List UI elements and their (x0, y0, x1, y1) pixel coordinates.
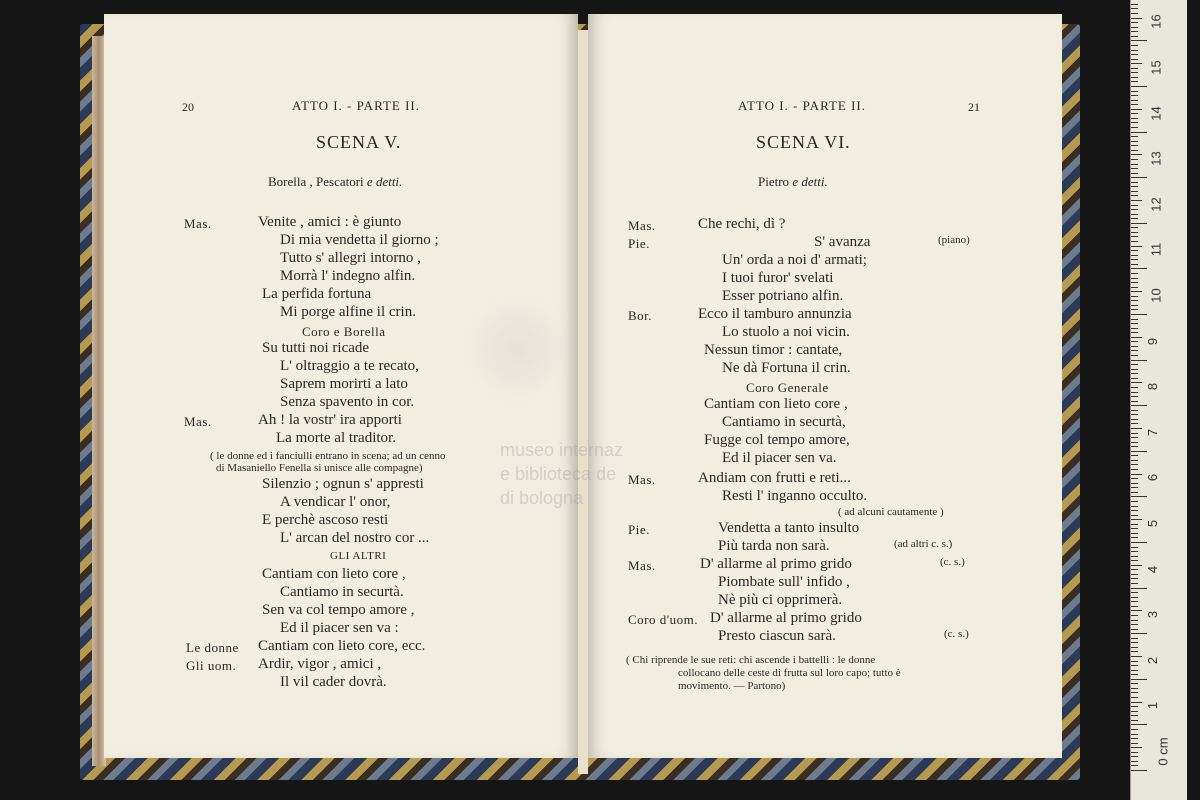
ruler-tick (1131, 483, 1138, 484)
ruler-tick (1131, 296, 1138, 297)
watermark-line: e biblioteca de (500, 464, 617, 484)
right-page (588, 14, 1062, 758)
ruler-tick (1131, 574, 1138, 575)
ruler-tick (1131, 524, 1138, 525)
verse-line: Nessun timor : cantate, (704, 342, 843, 358)
verse-line: I tuoi furor' svelati (722, 270, 834, 286)
verse-line: L' arcan del nostro cor ... (280, 530, 430, 546)
verse-line: Cantiam con lieto core, ecc. (258, 638, 426, 654)
ruler-label: 10 (1148, 288, 1164, 303)
ruler-tick (1131, 688, 1138, 689)
ruler-tick (1131, 54, 1138, 55)
stage-note: (ad altri c. s.) (894, 538, 953, 550)
ruler-tick (1131, 396, 1138, 397)
ruler-tick (1131, 118, 1138, 119)
ruler-label: 15 (1148, 60, 1164, 75)
ruler-tick (1131, 63, 1142, 64)
ruler-tick (1131, 91, 1138, 92)
ruler-tick (1131, 743, 1138, 744)
ruler-label: 2 (1145, 656, 1161, 664)
verse-line: La morte al traditor. (276, 430, 396, 446)
ruler-tick (1131, 104, 1138, 105)
ruler-tick (1131, 620, 1138, 621)
ruler-tick (1131, 122, 1138, 123)
ruler-tick (1131, 191, 1138, 192)
verse-line: Presto ciascun sarà. (718, 628, 836, 644)
verse-line: L' oltraggio a te recato, (280, 358, 419, 374)
ruler-tick (1131, 428, 1142, 429)
ruler-tick (1131, 433, 1138, 434)
ruler-tick (1131, 474, 1142, 475)
ruler-tick (1131, 651, 1138, 652)
ruler-tick (1131, 109, 1142, 110)
verse-line: Su tutti noi ricade (262, 340, 370, 356)
stage-direction: collocano delle ceste di frutta sul loro capo; tutto è (678, 667, 901, 679)
chorus-heading: Coro e Borella (302, 324, 386, 339)
speaker: Pie. (628, 522, 650, 537)
ruler-label: 1 (1145, 702, 1161, 710)
ruler-tick (1131, 738, 1138, 739)
verse-line: Ah ! la vostr' ira apporti (258, 412, 402, 428)
ruler-tick (1131, 341, 1138, 342)
ruler-tick (1131, 537, 1138, 538)
ruler-tick (1131, 601, 1138, 602)
ruler-tick (1131, 656, 1142, 657)
scene-title: SCENA V. (316, 132, 402, 152)
ruler-tick (1131, 18, 1142, 19)
ruler-tick (1131, 332, 1138, 333)
verse-line: S' avanza (814, 234, 871, 250)
ruler-tick (1131, 255, 1138, 256)
running-header: ATTO I. - PARTE II. (738, 98, 866, 113)
ruler-tick (1131, 437, 1138, 438)
stage-direction: ( le donne ed i fanciulli entrano in scena; ad un cenno (210, 450, 446, 462)
ruler-tick (1131, 227, 1138, 228)
ruler-tick (1131, 578, 1138, 579)
character-list (268, 174, 402, 190)
stage-note: ( ad alcuni cautamente ) (838, 506, 944, 518)
ruler-tick (1131, 232, 1138, 233)
ruler-tick (1131, 246, 1142, 247)
verse-line: Di mia vendetta il giorno ; (280, 232, 439, 248)
ruler-tick (1131, 615, 1138, 616)
ruler-tick (1131, 492, 1138, 493)
ruler-tick (1131, 606, 1138, 607)
ruler-tick (1131, 729, 1138, 730)
paper-stain (468, 284, 568, 414)
stage-note: (c. s.) (944, 628, 969, 640)
ruler-tick (1131, 241, 1138, 242)
ruler-label: 3 (1145, 611, 1161, 619)
ruler-tick (1131, 305, 1138, 306)
speaker: Gli uom. (186, 658, 237, 673)
character-list (758, 174, 828, 190)
ruler-label: 8 (1145, 383, 1161, 391)
verse-line: E perchè ascoso resti (262, 512, 389, 528)
verse-line: Ed il piacer sen va. (722, 450, 837, 466)
ruler-tick (1131, 355, 1138, 356)
ruler-tick (1131, 569, 1138, 570)
ruler-label: 9 (1145, 337, 1161, 345)
verse-line: Vendetta a tanto insulto (718, 520, 860, 536)
watermark-line: di bologna (500, 488, 584, 508)
ruler-tick (1131, 674, 1138, 675)
verse-line: Resti l' inganno occulto. (722, 488, 868, 504)
verse-line: A vendicar l' onor, (280, 494, 391, 510)
verse-line: Tutto s' allegri intorno , (280, 250, 421, 266)
ruler-tick (1131, 392, 1138, 393)
ruler-label: 13 (1148, 151, 1164, 166)
ruler-tick (1131, 154, 1142, 155)
ruler-tick (1131, 259, 1138, 260)
ruler-tick (1131, 136, 1138, 137)
ruler-tick (1131, 510, 1138, 511)
ruler-tick (1131, 282, 1138, 283)
ruler-tick (1131, 583, 1138, 584)
ruler-tick (1131, 300, 1138, 301)
verse-line: Venite , amici : è giunto (258, 214, 402, 230)
verse-line: Il vil cader dovrà. (280, 674, 387, 690)
ruler-tick (1131, 95, 1138, 96)
ruler-tick (1131, 752, 1138, 753)
ruler-tick (1131, 661, 1138, 662)
verse-line: Mi porge alfine il crin. (280, 304, 416, 320)
ruler-tick (1131, 665, 1138, 666)
verse-line: Fugge col tempo amore, (704, 432, 850, 448)
watermark-line: museo internaz (500, 440, 624, 460)
ruler-tick (1131, 633, 1147, 634)
ruler-tick (1131, 364, 1138, 365)
stage-direction: ( Chi riprende le sue reti: chi ascende i battelli : le donne (626, 654, 876, 666)
ruler-tick (1131, 592, 1138, 593)
ruler-tick (1131, 291, 1142, 292)
verse-line: Silenzio ; ognun s' appresti (262, 476, 424, 492)
ruler-tick (1131, 360, 1147, 361)
ruler-tick (1131, 264, 1138, 265)
page-number: 20 (182, 100, 194, 114)
ruler-tick (1131, 77, 1138, 78)
verse-line: Piombate sull' infido , (718, 574, 850, 590)
stage-note: (piano) (938, 234, 970, 246)
ruler-tick (1131, 186, 1138, 187)
ruler-tick (1131, 747, 1142, 748)
ruler-tick (1131, 113, 1138, 114)
ruler-tick (1131, 588, 1147, 589)
verse-line: La perfida fortuna (262, 286, 372, 302)
ruler-tick (1131, 724, 1147, 725)
speaker: Coro d'uom. (628, 612, 698, 627)
ruler-tick (1131, 164, 1138, 165)
ruler-tick (1131, 159, 1138, 160)
ruler-tick (1131, 423, 1138, 424)
ruler-tick (1131, 68, 1138, 69)
verse-line: Sen va col tempo amore , (262, 602, 415, 618)
ruler-tick (1131, 451, 1147, 452)
ruler-tick (1131, 27, 1138, 28)
ruler-tick (1131, 446, 1138, 447)
ruler-tick (1131, 697, 1138, 698)
ruler-tick (1131, 519, 1142, 520)
ruler-tick (1131, 273, 1138, 274)
ruler-tick (1131, 287, 1138, 288)
ruler-tick (1131, 501, 1138, 502)
ruler-tick (1131, 405, 1147, 406)
ruler-tick (1131, 177, 1147, 178)
verse-line: Lo stuolo a noi vicin. (722, 324, 850, 340)
ruler-tick (1131, 236, 1138, 237)
ruler-tick (1131, 72, 1138, 73)
ruler-tick (1131, 528, 1138, 529)
ruler-tick (1131, 469, 1138, 470)
watermark (500, 438, 623, 510)
ruler-tick (1131, 86, 1147, 87)
ruler-tick (1131, 455, 1138, 456)
ruler-tick (1131, 706, 1138, 707)
ruler-tick (1131, 419, 1138, 420)
verse-line: Ne dà Fortuna il crin. (722, 360, 851, 376)
scene-title: SCENA VI. (756, 132, 851, 152)
ruler-tick (1131, 314, 1147, 315)
ruler-tick (1131, 711, 1138, 712)
verse-line: Cantiam con lieto core , (704, 396, 848, 412)
speaker: Bor. (628, 308, 653, 323)
ruler-tick (1131, 250, 1138, 251)
ruler-tick (1131, 22, 1138, 23)
ruler-tick (1131, 702, 1142, 703)
ruler-tick (1131, 182, 1138, 183)
ruler-tick (1131, 50, 1138, 51)
ruler-tick (1131, 410, 1138, 411)
verse-line: Morrà l' indegno alfin. (280, 268, 416, 284)
measuring-ruler (1130, 0, 1187, 800)
ruler-label: 11 (1148, 243, 1164, 257)
verse-line: Andiam con frutti e reti... (698, 470, 851, 486)
verse-line: Che rechi, dì ? (698, 216, 786, 232)
ruler-tick (1131, 173, 1138, 174)
ruler-tick (1131, 496, 1147, 497)
ruler-tick (1131, 195, 1138, 196)
speaker: Le donne (186, 640, 239, 655)
ruler-tick (1131, 278, 1138, 279)
ruler-label: 14 (1148, 105, 1164, 121)
verse-line: Nè più ci opprimerà. (718, 592, 843, 608)
ruler-tick (1131, 597, 1138, 598)
ruler-tick (1131, 487, 1138, 488)
ruler-tick (1131, 373, 1138, 374)
verse-line: Un' orda a noi d' armati; (722, 252, 867, 268)
running-header: ATTO I. - PARTE II. (292, 98, 420, 113)
ruler-label: 16 (1148, 14, 1164, 30)
ruler-tick (1131, 218, 1138, 219)
ruler-tick (1131, 547, 1138, 548)
verse-line: D' allarme al primo grido (710, 610, 862, 626)
ruler-tick (1131, 4, 1138, 5)
ruler-tick (1131, 642, 1138, 643)
ruler-tick (1131, 127, 1138, 128)
verse-line: Saprem morirti a lato (280, 376, 408, 392)
verse-line: Cantiamo in securtà. (280, 584, 404, 600)
ruler-tick (1131, 720, 1138, 721)
ruler-tick (1131, 337, 1142, 338)
verse-line: Senza spavento in cor. (280, 394, 415, 410)
ruler-label: 4 (1145, 565, 1161, 573)
ruler-tick (1131, 141, 1138, 142)
stage-direction: di Masaniello Fenella si unisce alle compagne) (216, 462, 423, 474)
ruler-tick (1131, 268, 1147, 269)
verse-line: Più tarda non sarà. (718, 538, 830, 554)
ruler-tick (1131, 670, 1138, 671)
ruler-tick (1131, 647, 1138, 648)
verse-line: Ed il piacer sen va : (280, 620, 399, 636)
chorus-heading: GLI ALTRI (330, 550, 387, 562)
ruler-tick (1131, 638, 1138, 639)
character-names: Pietro (758, 174, 790, 189)
ruler-tick (1131, 36, 1138, 37)
ruler-tick (1131, 150, 1138, 151)
ruler-tick (1131, 346, 1138, 347)
ruler-tick (1131, 565, 1142, 566)
ruler-tick (1131, 205, 1138, 206)
character-names: Borella , Pescatori (268, 174, 364, 189)
ruler-tick (1131, 45, 1138, 46)
ruler-tick (1131, 369, 1138, 370)
ruler-tick (1131, 460, 1138, 461)
verse-line: Ecco il tamburo annunzia (698, 306, 852, 322)
ruler-tick (1131, 464, 1138, 465)
ruler-tick (1131, 542, 1147, 543)
ruler-tick (1131, 214, 1138, 215)
ruler-tick (1131, 100, 1138, 101)
ruler-tick (1131, 319, 1138, 320)
ruler-tick (1131, 414, 1138, 415)
ruler-tick (1131, 401, 1138, 402)
verse-line: Esser potriano alfin. (722, 288, 844, 304)
ruler-tick (1131, 209, 1138, 210)
ruler-tick (1131, 323, 1138, 324)
ruler-tick (1131, 629, 1138, 630)
ruler-tick (1131, 168, 1138, 169)
speaker: Mas. (628, 472, 656, 487)
speaker: Mas. (628, 218, 656, 233)
ruler-tick (1131, 309, 1138, 310)
ruler-tick (1131, 200, 1142, 201)
ruler-tick (1131, 765, 1138, 766)
verse-line: Cantiam con lieto core , (262, 566, 406, 582)
ruler-tick (1131, 145, 1138, 146)
page-number: 21 (968, 100, 980, 114)
ruler-tick (1131, 734, 1138, 735)
ruler-tick (1131, 40, 1147, 41)
stage-direction: movimento. — Partono) (678, 680, 786, 692)
ruler-tick (1131, 81, 1138, 82)
ruler-label: 7 (1145, 428, 1161, 436)
ruler-tick (1131, 382, 1142, 383)
ruler-tick (1131, 683, 1138, 684)
ruler-tick (1131, 350, 1138, 351)
ruler-tick (1131, 387, 1138, 388)
ruler-tick (1131, 378, 1138, 379)
ruler-tick (1131, 756, 1138, 757)
ruler-tick (1131, 679, 1147, 680)
ruler-tick (1131, 328, 1138, 329)
ruler-tick (1131, 13, 1138, 14)
ruler-tick (1131, 556, 1138, 557)
ruler-tick (1131, 442, 1138, 443)
speaker: Mas. (628, 558, 656, 573)
verse-line: Cantiamo in securtà, (722, 414, 846, 430)
verse-line: D' allarme al primo grido (700, 556, 852, 572)
ruler-tick (1131, 478, 1138, 479)
book-gutter (578, 30, 588, 774)
ruler-label: 6 (1145, 474, 1161, 482)
ruler-tick (1131, 715, 1138, 716)
ruler-tick (1131, 515, 1138, 516)
ruler-label: 5 (1145, 519, 1161, 528)
speaker: Pie. (628, 236, 650, 251)
ruler-label: 0 cm (1155, 737, 1171, 766)
ruler-tick (1131, 551, 1138, 552)
ruler-tick (1131, 59, 1138, 60)
speaker: Mas. (184, 216, 212, 231)
ruler-tick (1131, 761, 1138, 762)
ruler-tick (1131, 624, 1138, 625)
ruler-tick (1131, 533, 1138, 534)
ruler-tick (1131, 560, 1138, 561)
ruler-tick (1131, 132, 1147, 133)
chorus-heading: Coro Generale (746, 380, 829, 395)
ruler-tick (1131, 223, 1147, 224)
character-suffix: e detti. (792, 174, 828, 189)
speaker: Mas. (184, 414, 212, 429)
verse-line: Ardir, vigor , amici , (258, 656, 382, 672)
ruler-tick (1131, 610, 1142, 611)
ruler-tick (1131, 8, 1138, 9)
stage-note: (c. s.) (940, 556, 965, 568)
ruler-tick (1131, 692, 1138, 693)
ruler-tick (1131, 31, 1138, 32)
ruler-tick (1131, 506, 1138, 507)
ruler-label: 12 (1148, 197, 1164, 212)
character-suffix: e detti. (366, 174, 403, 189)
ruler-tick (1131, 770, 1147, 771)
